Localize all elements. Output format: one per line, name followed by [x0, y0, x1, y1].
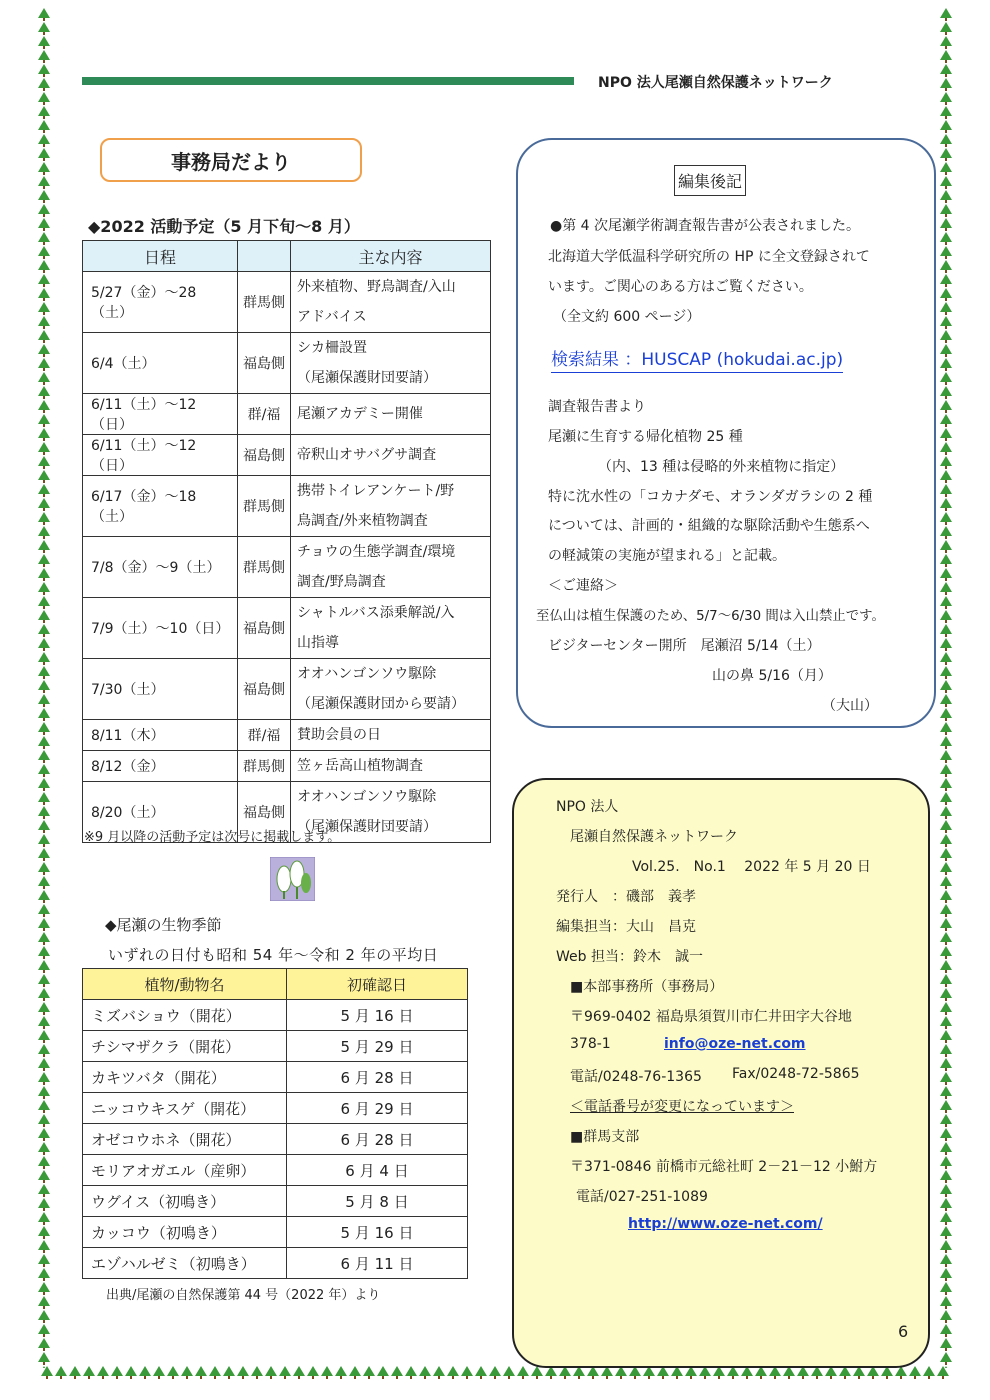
cell-side: 福島側	[238, 659, 291, 720]
npo-text: NPO 法人	[556, 799, 619, 815]
npo-text: ■本部事務所（事務局）	[570, 979, 724, 995]
bio-title: ◆尾瀬の生物季節	[105, 916, 222, 934]
cell-side: 群馬側	[238, 751, 291, 782]
header-date: 初確認日	[287, 969, 468, 1000]
table-row	[83, 1217, 468, 1248]
cell-date: 6/11（土）～12（日）	[83, 435, 238, 476]
cell-name: オゼコウホネ（開花）	[83, 1124, 287, 1155]
cell-content	[291, 435, 491, 476]
content-line: アドバイス	[297, 309, 367, 325]
editorial-text: ＜ご連絡＞	[548, 578, 618, 594]
leaf-illustration-icon	[270, 857, 315, 901]
cell-name: チシマザクラ（開花）	[83, 1031, 287, 1062]
content-line: シカ柵設置	[297, 340, 367, 356]
editorial-text: 北海道大学低温科学研究所の HP に全文登録されて	[548, 249, 870, 265]
table-row	[83, 272, 491, 333]
editorial-text: （全文約 600 ページ）	[553, 309, 701, 325]
cell-content	[291, 476, 491, 537]
editorial-text: います。ご関心のある方はご覧ください。	[548, 279, 813, 295]
header-rule	[82, 77, 574, 85]
header-side	[238, 241, 291, 272]
section-title-box	[100, 138, 362, 182]
npo-text: 編集担当：大山 昌克	[556, 919, 696, 935]
website-link[interactable]: http://www.oze-net.com/	[628, 1216, 823, 1232]
npo-notice: ＜電話番号が変更になっています＞	[570, 1099, 794, 1115]
table-row	[83, 1031, 468, 1062]
content-line: （尾瀬保護財団要請）	[297, 819, 437, 835]
org-header: NPO 法人尾瀬自然保護ネットワーク	[598, 75, 833, 91]
npo-text: Web 担当：鈴木 誠一	[556, 949, 703, 965]
bio-table	[82, 968, 468, 1279]
cell-date: 5 月 8 日	[287, 1186, 468, 1217]
schedule-table	[82, 240, 491, 843]
bio-subtitle: いずれの日付も昭和 54 年～令和 2 年の平均日	[108, 946, 439, 964]
cell-content	[291, 751, 491, 782]
section-title: 事務局だより	[171, 149, 291, 174]
table-row	[83, 1124, 468, 1155]
cell-side: 群/福	[238, 394, 291, 435]
schedule-title: ◆2022 活動予定（5 月下旬～8 月）	[88, 217, 360, 236]
npo-fax: Fax/0248-72-5865	[732, 1066, 860, 1082]
cell-side: 群馬側	[238, 537, 291, 598]
cell-date: 6 月 11 日	[287, 1248, 468, 1279]
email-link[interactable]: info@oze-net.com	[664, 1036, 806, 1052]
cell-date: 6 月 28 日	[287, 1062, 468, 1093]
npo-text: 発行人 ：磯部 義孝	[556, 889, 696, 905]
content-line: シャトルバス添乗解説/入	[297, 605, 455, 621]
content-line: オオハンゴンソウ駆除	[297, 789, 437, 805]
cell-content	[291, 272, 491, 333]
content-line: 山指導	[297, 635, 339, 651]
cell-side: 福島側	[238, 598, 291, 659]
cell-date: 5 月 16 日	[287, 1217, 468, 1248]
content-line: （尾瀬保護財団から要請）	[297, 696, 465, 712]
editorial-text: の軽減策の実施が望まれる」と記載。	[548, 548, 786, 564]
content-line: （尾瀬保護財団要請）	[297, 370, 437, 386]
cell-date: 5 月 16 日	[287, 1000, 468, 1031]
editorial-text: ●第 4 次尾瀬学術調査報告書が公表されました。	[550, 218, 861, 234]
editorial-signature: （大山）	[822, 698, 878, 714]
cell-name: カキツバタ（開花）	[83, 1062, 287, 1093]
cell-date: 6 月 29 日	[287, 1093, 468, 1124]
header-content: 主な内容	[291, 241, 491, 272]
cell-date: 8/20（土）	[83, 782, 238, 843]
cell-content	[291, 537, 491, 598]
table-row	[83, 435, 491, 476]
npo-volume: Vol.25. No.1 2022 年 5 月 20 日	[632, 859, 871, 875]
content-line: 携帯トイレアンケート/野	[297, 483, 455, 499]
editorial-text: 至仏山は植生保護のため、5/7～6/30 間は入山禁止です。	[536, 609, 885, 624]
content-line: 調査/野鳥調査	[297, 574, 386, 590]
tree-border-right	[940, 8, 952, 1368]
cell-name: エゾハルゼミ（初鳴き）	[83, 1248, 287, 1279]
bio-header-row	[83, 969, 468, 1000]
content-line: 尾瀬アカデミー開催	[297, 406, 423, 422]
cell-content	[291, 720, 491, 751]
cell-side: 福島側	[238, 333, 291, 394]
npo-text: ■群馬支部	[570, 1129, 640, 1145]
content-line: 帝釈山オサバグサ調査	[297, 447, 437, 463]
table-row	[83, 476, 491, 537]
table-row	[83, 1000, 468, 1031]
page-number: 6	[898, 1322, 909, 1341]
tree-border-left	[38, 8, 50, 1368]
cell-name: ウグイス（初鳴き）	[83, 1186, 287, 1217]
editorial-text: 尾瀬に生育する帰化植物 25 種	[548, 429, 743, 445]
content-line: 外来植物、野鳥調査/入山	[297, 279, 456, 295]
cell-name: モリアオガエル（産卵）	[83, 1155, 287, 1186]
huscap-link[interactable]: 検索結果 ：HUSCAP (hokudai.ac.jp)	[551, 345, 843, 373]
cell-name: ニッコウキスゲ（開花）	[83, 1093, 287, 1124]
table-row	[83, 1093, 468, 1124]
cell-side: 福島側	[238, 435, 291, 476]
cell-name: ミズバショウ（開花）	[83, 1000, 287, 1031]
content-line: 賛助会員の日	[297, 727, 381, 743]
table-row	[83, 598, 491, 659]
header-name: 植物/動物名	[83, 969, 287, 1000]
cell-content	[291, 333, 491, 394]
npo-address: 〒371-0846 前橋市元総社町 2－21－12 小鮒方	[570, 1159, 878, 1175]
npo-text: 378-1	[570, 1036, 611, 1052]
cell-side: 群/福	[238, 720, 291, 751]
cell-name: カッコウ（初鳴き）	[83, 1217, 287, 1248]
npo-tel: 電話/027-251-1089	[576, 1189, 708, 1205]
cell-content	[291, 659, 491, 720]
cell-date: 5 月 29 日	[287, 1031, 468, 1062]
cell-side: 福島側	[238, 782, 291, 843]
cell-date: 6/17（金）～18（土）	[83, 476, 238, 537]
cell-date: 8/11（木）	[83, 720, 238, 751]
cell-date: 8/12（金）	[83, 751, 238, 782]
editorial-text: ビジターセンター開所 尾瀬沼 5/14（土）	[548, 638, 821, 654]
table-row	[83, 1062, 468, 1093]
table-row	[83, 1155, 468, 1186]
cell-date: 6 月 4 日	[287, 1155, 468, 1186]
bio-source: 出典/尾瀬の自然保護第 44 号（2022 年）より	[106, 1288, 381, 1303]
npo-tel: 電話/0248-76-1365	[570, 1069, 702, 1085]
cell-date: 7/30（土）	[83, 659, 238, 720]
editorial-title: 編集後記	[674, 165, 746, 196]
editorial-text: については、計画的・組織的な駆除活動や生態系へ	[548, 518, 870, 534]
schedule-header-row	[83, 241, 491, 272]
table-row	[83, 720, 491, 751]
editorial-text: 山の鼻 5/16（月）	[712, 668, 832, 684]
cell-content	[291, 598, 491, 659]
editorial-text: 特に沈水性の「コカナダモ、オランダガラシの 2 種	[548, 489, 873, 505]
content-line: チョウの生態学調査/環境	[297, 544, 456, 560]
table-row	[83, 751, 491, 782]
cell-date: 7/9（土）～10（日）	[83, 598, 238, 659]
table-row	[83, 1248, 468, 1279]
cell-side: 群馬側	[238, 272, 291, 333]
cell-date: 6 月 28 日	[287, 1124, 468, 1155]
cell-date: 7/8（金）～9（土）	[83, 537, 238, 598]
npo-address: 〒969-0402 福島県須賀川市仁井田字大谷地	[570, 1009, 852, 1025]
tree-border-bottom	[40, 1366, 950, 1380]
cell-side: 群馬側	[238, 476, 291, 537]
table-row	[83, 333, 491, 394]
editorial-text: 調査報告書より	[548, 399, 646, 415]
cell-date: 6/11（土）～12（日）	[83, 394, 238, 435]
table-row	[83, 1186, 468, 1217]
schedule-note: ※9 月以降の活動予定は次号に掲載します。	[84, 830, 341, 845]
cell-date: 5/27（金）～28（土）	[83, 272, 238, 333]
editorial-text: （内、13 種は侵略的外来植物に指定）	[598, 459, 845, 475]
table-row	[83, 394, 491, 435]
content-line: 鳥調査/外来植物調査	[297, 513, 428, 529]
cell-content	[291, 394, 491, 435]
cell-date: 6/4（土）	[83, 333, 238, 394]
npo-text: 尾瀬自然保護ネットワーク	[570, 829, 738, 845]
content-line: 笠ヶ岳高山植物調査	[297, 758, 423, 774]
content-line: オオハンゴンソウ駆除	[297, 666, 437, 682]
table-row	[83, 659, 491, 720]
header-date: 日程	[83, 241, 238, 272]
table-row	[83, 537, 491, 598]
